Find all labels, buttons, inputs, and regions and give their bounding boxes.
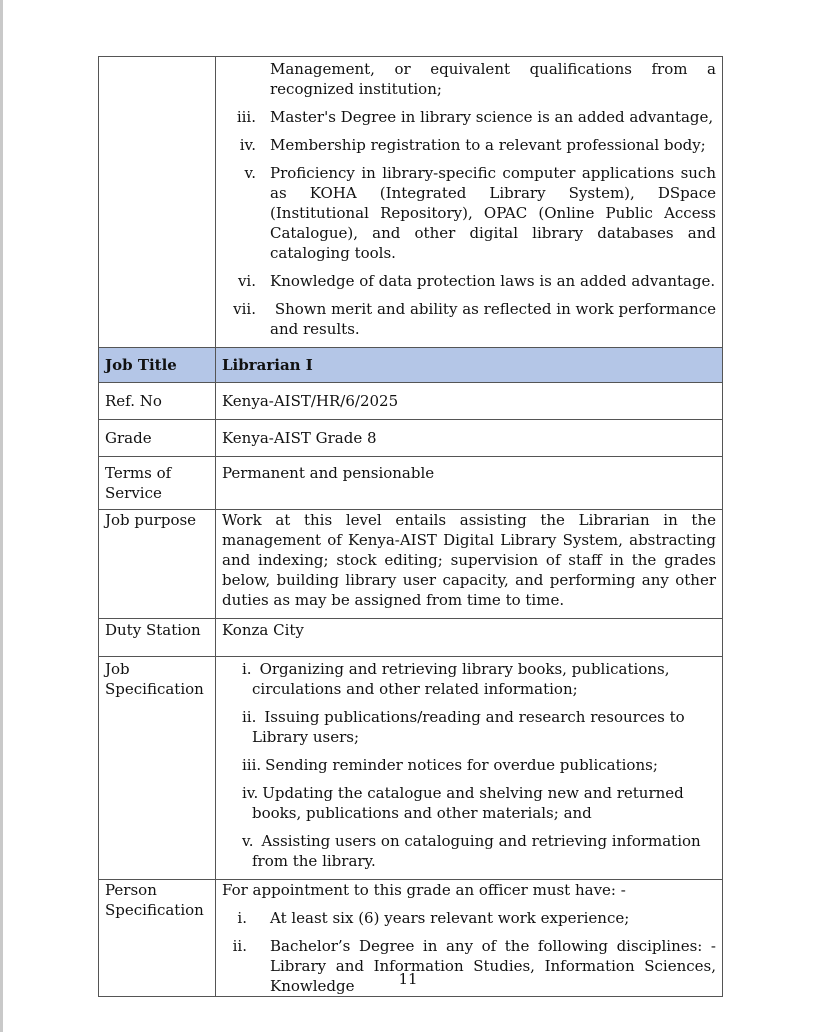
list-item: ii. Bachelor’s Degree in any of the following disciplines: - Library and Information Studies, Information Sciences, Knowledge (232, 937, 716, 995)
person-spec-label-line: Specification (105, 901, 204, 919)
terms-label-line: Terms of (105, 464, 172, 482)
continuation-row (99, 57, 723, 348)
job-title-label: Job Title (99, 348, 216, 383)
list-item: ii. Issuing publications/reading and research resources to Library users; (242, 708, 685, 746)
list-item: v. Proficiency in library-specific computer applications such as KOHA (Integrated Library System), DSpace (Institutional Repository), OPAC (Online Public Access Catalogue), and other digital library databases and cataloging tools. (244, 164, 716, 262)
page-number: 11 (398, 970, 418, 988)
continuation-cell (216, 57, 723, 348)
job-spec-label-line: Specification (105, 680, 204, 698)
ref-value: Kenya-AIST/HR/6/2025 (216, 383, 723, 420)
purpose-label: Job purpose (99, 510, 216, 619)
qualification-list (222, 59, 721, 339)
job-table (98, 56, 723, 997)
person-spec-intro: For appointment to this grade an officer must have: - (222, 881, 626, 899)
purpose-value: Work at this level entails assisting the Librarian in the management of Kenya-AIST Digital Library System, abstracting and indexing; stock editing; supervision of staff in the grades below, building library user capacity, and performing any other duties as may be assigned from time to time. (216, 510, 723, 619)
terms-row (99, 457, 723, 510)
job-spec-label (99, 657, 216, 880)
list-item: iv. Updating the catalogue and shelving new and returned books, publications and other materials; and (242, 784, 684, 822)
list-item: iv. Membership registration to a relevant professional body; (239, 136, 706, 154)
empty-label-cell (99, 57, 216, 348)
page-edge (0, 0, 3, 1032)
job-title-row (99, 348, 723, 383)
list-item: vii. Shown merit and ability as reflected in work performance and results. (233, 300, 721, 338)
list-item: vi. Knowledge of data protection laws is an added advantage. (237, 272, 716, 290)
list-item: iii. Sending reminder notices for overdue publications; (242, 756, 658, 774)
job-spec-row (99, 657, 723, 880)
grade-label: Grade (99, 420, 216, 457)
ref-row (99, 383, 723, 420)
person-spec-label-line: Person (105, 881, 157, 899)
list-item: i. At least six (6) years relevant work experience; (237, 909, 630, 927)
terms-value: Permanent and pensionable (216, 457, 723, 510)
list-item: i. Organizing and retrieving library books, publications, circulations and other related information; (242, 660, 670, 698)
list-item: iii. Master's Degree in library science is an added advantage, (236, 108, 714, 126)
ref-label: Ref. No (99, 383, 216, 420)
job-title-value: Librarian I (216, 348, 723, 383)
job-spec-list (242, 659, 716, 871)
list-item: Management, or equivalent qualifications from a recognized institution; (270, 60, 716, 98)
job-spec-label-line: Job (105, 660, 130, 678)
list-item: v. Assisting users on cataloguing and retrieving information from the library. (242, 832, 701, 870)
terms-label-line: Service (105, 484, 162, 502)
grade-row (99, 420, 723, 457)
duty-station-row (99, 619, 723, 657)
duty-station-value: Konza City (216, 619, 723, 657)
purpose-row (99, 510, 723, 619)
terms-label (99, 457, 216, 510)
duty-station-label: Duty Station (99, 619, 216, 657)
job-spec-cell (216, 657, 723, 880)
grade-value: Kenya-AIST Grade 8 (216, 420, 723, 457)
